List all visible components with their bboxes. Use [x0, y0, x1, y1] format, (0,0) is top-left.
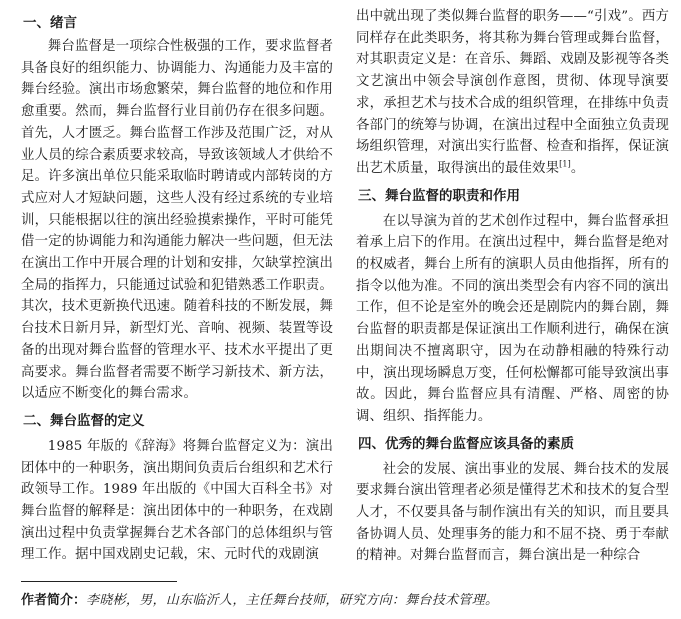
qualities-paragraph: 社会的发展、演出事业的发展、舞台技术的发展要求舞台演出管理者必须是懂得艺术和技术的复合型人才，不仅要具备与制作演出有关的知识，而且要具备协调人员、处理事务的能力和不屈不挠、勇于奉献的精神。对舞台监督而言，舞台演出是一种综合 [356, 461, 669, 564]
citation-marker: [1] [559, 159, 571, 169]
definition-paragraph: 1985 年版的《辞海》将舞台监督定义为：演出团体中的一种职务，演出期间负责后台组织和艺术行政领导工作。1989 年出版的《中国大百科全书》对舞台监督的解释是：演出团体中的一种职务，在戏剧演出过程中负责掌握舞台艺术各部门的总体组织与管理工作。据中国戏剧史记载，宋、元时代的戏剧演 [21, 438, 333, 563]
footnote-label: 作者简介： [21, 593, 87, 608]
footnote-divider [21, 581, 177, 582]
author-footnote [21, 591, 498, 611]
left-column [21, 6, 333, 566]
definition-continuation-paragraph [356, 6, 669, 180]
section-heading-qualities: 四、优秀的舞台监督应该具备的素质 [358, 435, 574, 452]
introduction-paragraph: 舞台监督是一项综合性极强的工作，要求监督者具备良好的组织能力、协调能力、沟通能力及丰富的舞台经验。演出市场愈繁荣，舞台监督的地位和作用愈重要。然而，舞台监督行业目前仍存在很多问题。首先，人才匮乏。舞台监督工作涉及范围广泛，对从业人员的综合素质要求较高，导致该领域人才供给不足。许多演出单位只能采取临时聘请或内部转岗的方式应对人才短缺问题，这些人没有经过系统的专业培训，只能根据以往的演出经验摸索操作，平时可能凭借一定的协调能力和沟通能力解决一些问题，但无法在演出工作中开展合理的计划和安排，欠缺掌控演出全局的指挥力，只能通过试验和犯错熟悉工作职责。其次，技术更新换代迅速。随着科技的不断发展，舞台技术日新月异，新型灯光、音响、视频、装置等设备的出现对舞台监督的管理水平、技术水平提出了更高要求。舞台监督者需要不断学习新技术、新方法，以适应不断变化的舞台需求。 [21, 39, 333, 402]
duties-paragraph: 在以导演为首的艺术创作过程中，舞台监督承担着承上启下的作用。在演出过程中，舞台监督是绝对的权威者，舞台上所有的演职人员由他指挥，所有的指令以他为准。不同的演出类型会有内容不同的演出工作，但不论是室外的晚会还是剧院内的舞台剧，舞台监督的职责都是保证演出工作顺利进行，确保在演出期间决不擅离职守，因为在动静相融的特殊行动中，演出现场瞬息万变，任何松懈都可能导致演出事故。因此，舞台监督应具有清醒、严格、周密的协调、组织、指挥能力。 [356, 213, 669, 424]
section-heading-duties: 三、舞台监督的职责和作用 [358, 187, 520, 204]
continuation-tail: 。 [570, 160, 585, 176]
footnote-text: 李晓彬，男，山东临沂人，主任舞台技师，研究方向：舞台技术管理。 [86, 593, 499, 608]
right-column [356, 6, 669, 567]
section-heading-definition: 二、舞台监督的定义 [23, 412, 145, 429]
continuation-text: 出中就出现了类似舞台监督的职务——“引戏”。西方同样存在此类职务，将其称为舞台管理或舞台监督，对其职责定义是：在音乐、舞蹈、戏剧及影视等各类文艺演出中领会导演创作意图，贯彻、体现导演要求，承担艺术与技术合成的组织管理，在排练中负责各部门的统筹与协调，在演出过程中全面独立负责现场组织管理，对演出实行监督、检查和指挥，保证演出艺术质量，取得演出的最佳效果 [356, 9, 669, 176]
section-heading-introduction: 一、绪言 [23, 15, 77, 31]
